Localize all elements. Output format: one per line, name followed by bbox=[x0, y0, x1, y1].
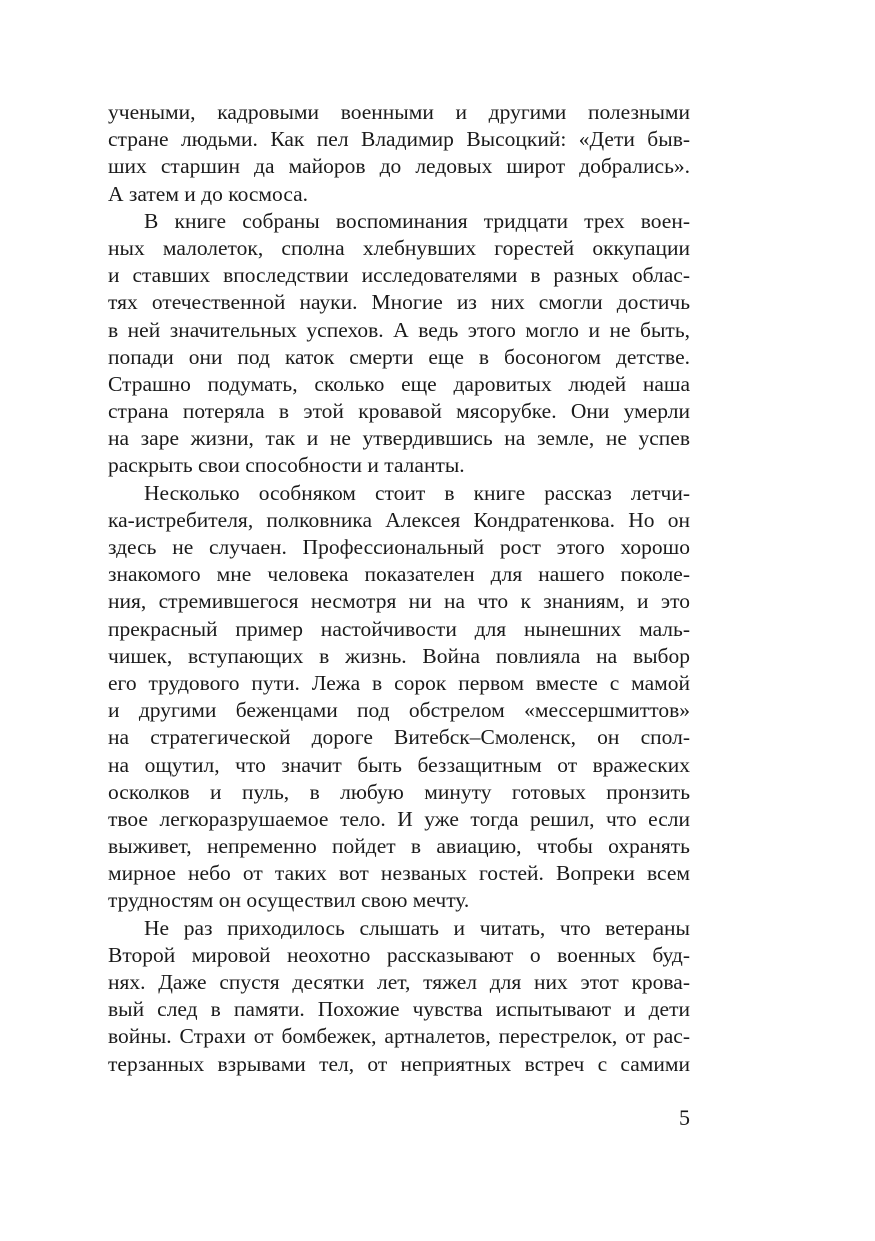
text-line: вый след в памяти. Похожие чувства испытывают и дети bbox=[108, 997, 690, 1022]
paragraph-2 bbox=[108, 208, 690, 480]
page-number: 5 bbox=[679, 1105, 690, 1130]
text-line: попади они под каток смерти еще в босоногом детстве. bbox=[108, 344, 690, 369]
text-line: ших старшин да майоров до ледовых широт добрались». bbox=[108, 154, 690, 179]
text-line: мирное небо от таких вот незваных гостей. Вопреки всем bbox=[108, 861, 690, 886]
paragraph-3 bbox=[108, 480, 690, 915]
body-text bbox=[108, 99, 690, 1078]
text-line: Не раз приходилось слышать и читать, что ветераны bbox=[144, 915, 690, 940]
text-line: А затем и до космоса. bbox=[108, 181, 309, 206]
text-line: в ней значительных успехов. А ведь этого могло и не быть, bbox=[108, 317, 690, 342]
text-line: страна потеряла в этой кровавой мясорубке. Они умерли bbox=[108, 399, 690, 424]
text-line: его трудового пути. Лежа в сорок первом вместе с мамой bbox=[108, 670, 690, 695]
text-line: осколков и пуль, в любую минуту готовых пронзить bbox=[108, 779, 690, 804]
text-line: и ставших впоследствии исследователями в разных облас- bbox=[108, 263, 690, 288]
text-line: войны. Страхи от бомбежек, артналетов, перестрелок, от рас- bbox=[108, 1024, 690, 1049]
text-line: учеными, кадровыми военными и другими полезными bbox=[108, 100, 690, 124]
text-line: Страшно подумать, сколько еще даровитых людей наша bbox=[108, 371, 690, 396]
text-line: на стратегической дороге Витебск–Смоленск, он спол- bbox=[108, 725, 690, 750]
text-line: В книге собраны воспоминания тридцати трех воен- bbox=[144, 208, 690, 233]
text-line: трудностям он осуществил свою мечту. bbox=[108, 888, 470, 913]
text-line: на заре жизни, так и не утвердившись на земле, не успев bbox=[108, 426, 690, 451]
text-line: выживет, непременно пойдет в авиацию, чтобы охранять bbox=[108, 834, 690, 859]
text-line: раскрыть свои способности и таланты. bbox=[108, 453, 465, 478]
paragraph-1 bbox=[108, 99, 690, 208]
text-line: Второй мировой неохотно рассказывают о военных буд- bbox=[108, 942, 690, 967]
text-line: ка-истребителя, полковника Алексея Кондратенкова. Но он bbox=[108, 507, 690, 532]
text-line: нях. Даже спустя десятки лет, тяжел для них этот крова- bbox=[108, 970, 690, 994]
text-line: знакомого мне человека показателен для нашего поколе- bbox=[108, 562, 690, 587]
text-line: на ощутил, что значит быть беззащитным от вражеских bbox=[108, 752, 690, 777]
text-line: тях отечественной науки. Многие из них смогли достичь bbox=[108, 290, 690, 315]
text-line: твое легкоразрушаемое тело. И уже тогда решил, что если bbox=[108, 806, 690, 831]
text-line: здесь не случаен. Профессиональный рост этого хорошо bbox=[108, 535, 690, 559]
text-line: терзанных взрывами тел, от неприятных встреч с самими bbox=[108, 1051, 690, 1076]
paragraph-4 bbox=[108, 915, 690, 1078]
text-line: Несколько особняком стоит в книге рассказ летчи- bbox=[144, 480, 690, 505]
text-line: ных малолеток, сполна хлебнувших горестей оккупации bbox=[108, 235, 690, 260]
text-line: чишек, вступающих в жизнь. Война повлияла на выбор bbox=[108, 643, 690, 668]
text-line: и другими беженцами под обстрелом «мессершмиттов» bbox=[108, 698, 690, 723]
text-line: стране людьми. Как пел Владимир Высоцкий: «Дети быв- bbox=[108, 127, 690, 152]
text-line: ния, стремившегося несмотря ни на что к знаниям, и это bbox=[108, 589, 690, 614]
text-line: прекрасный пример настойчивости для нынешних маль- bbox=[108, 616, 690, 641]
